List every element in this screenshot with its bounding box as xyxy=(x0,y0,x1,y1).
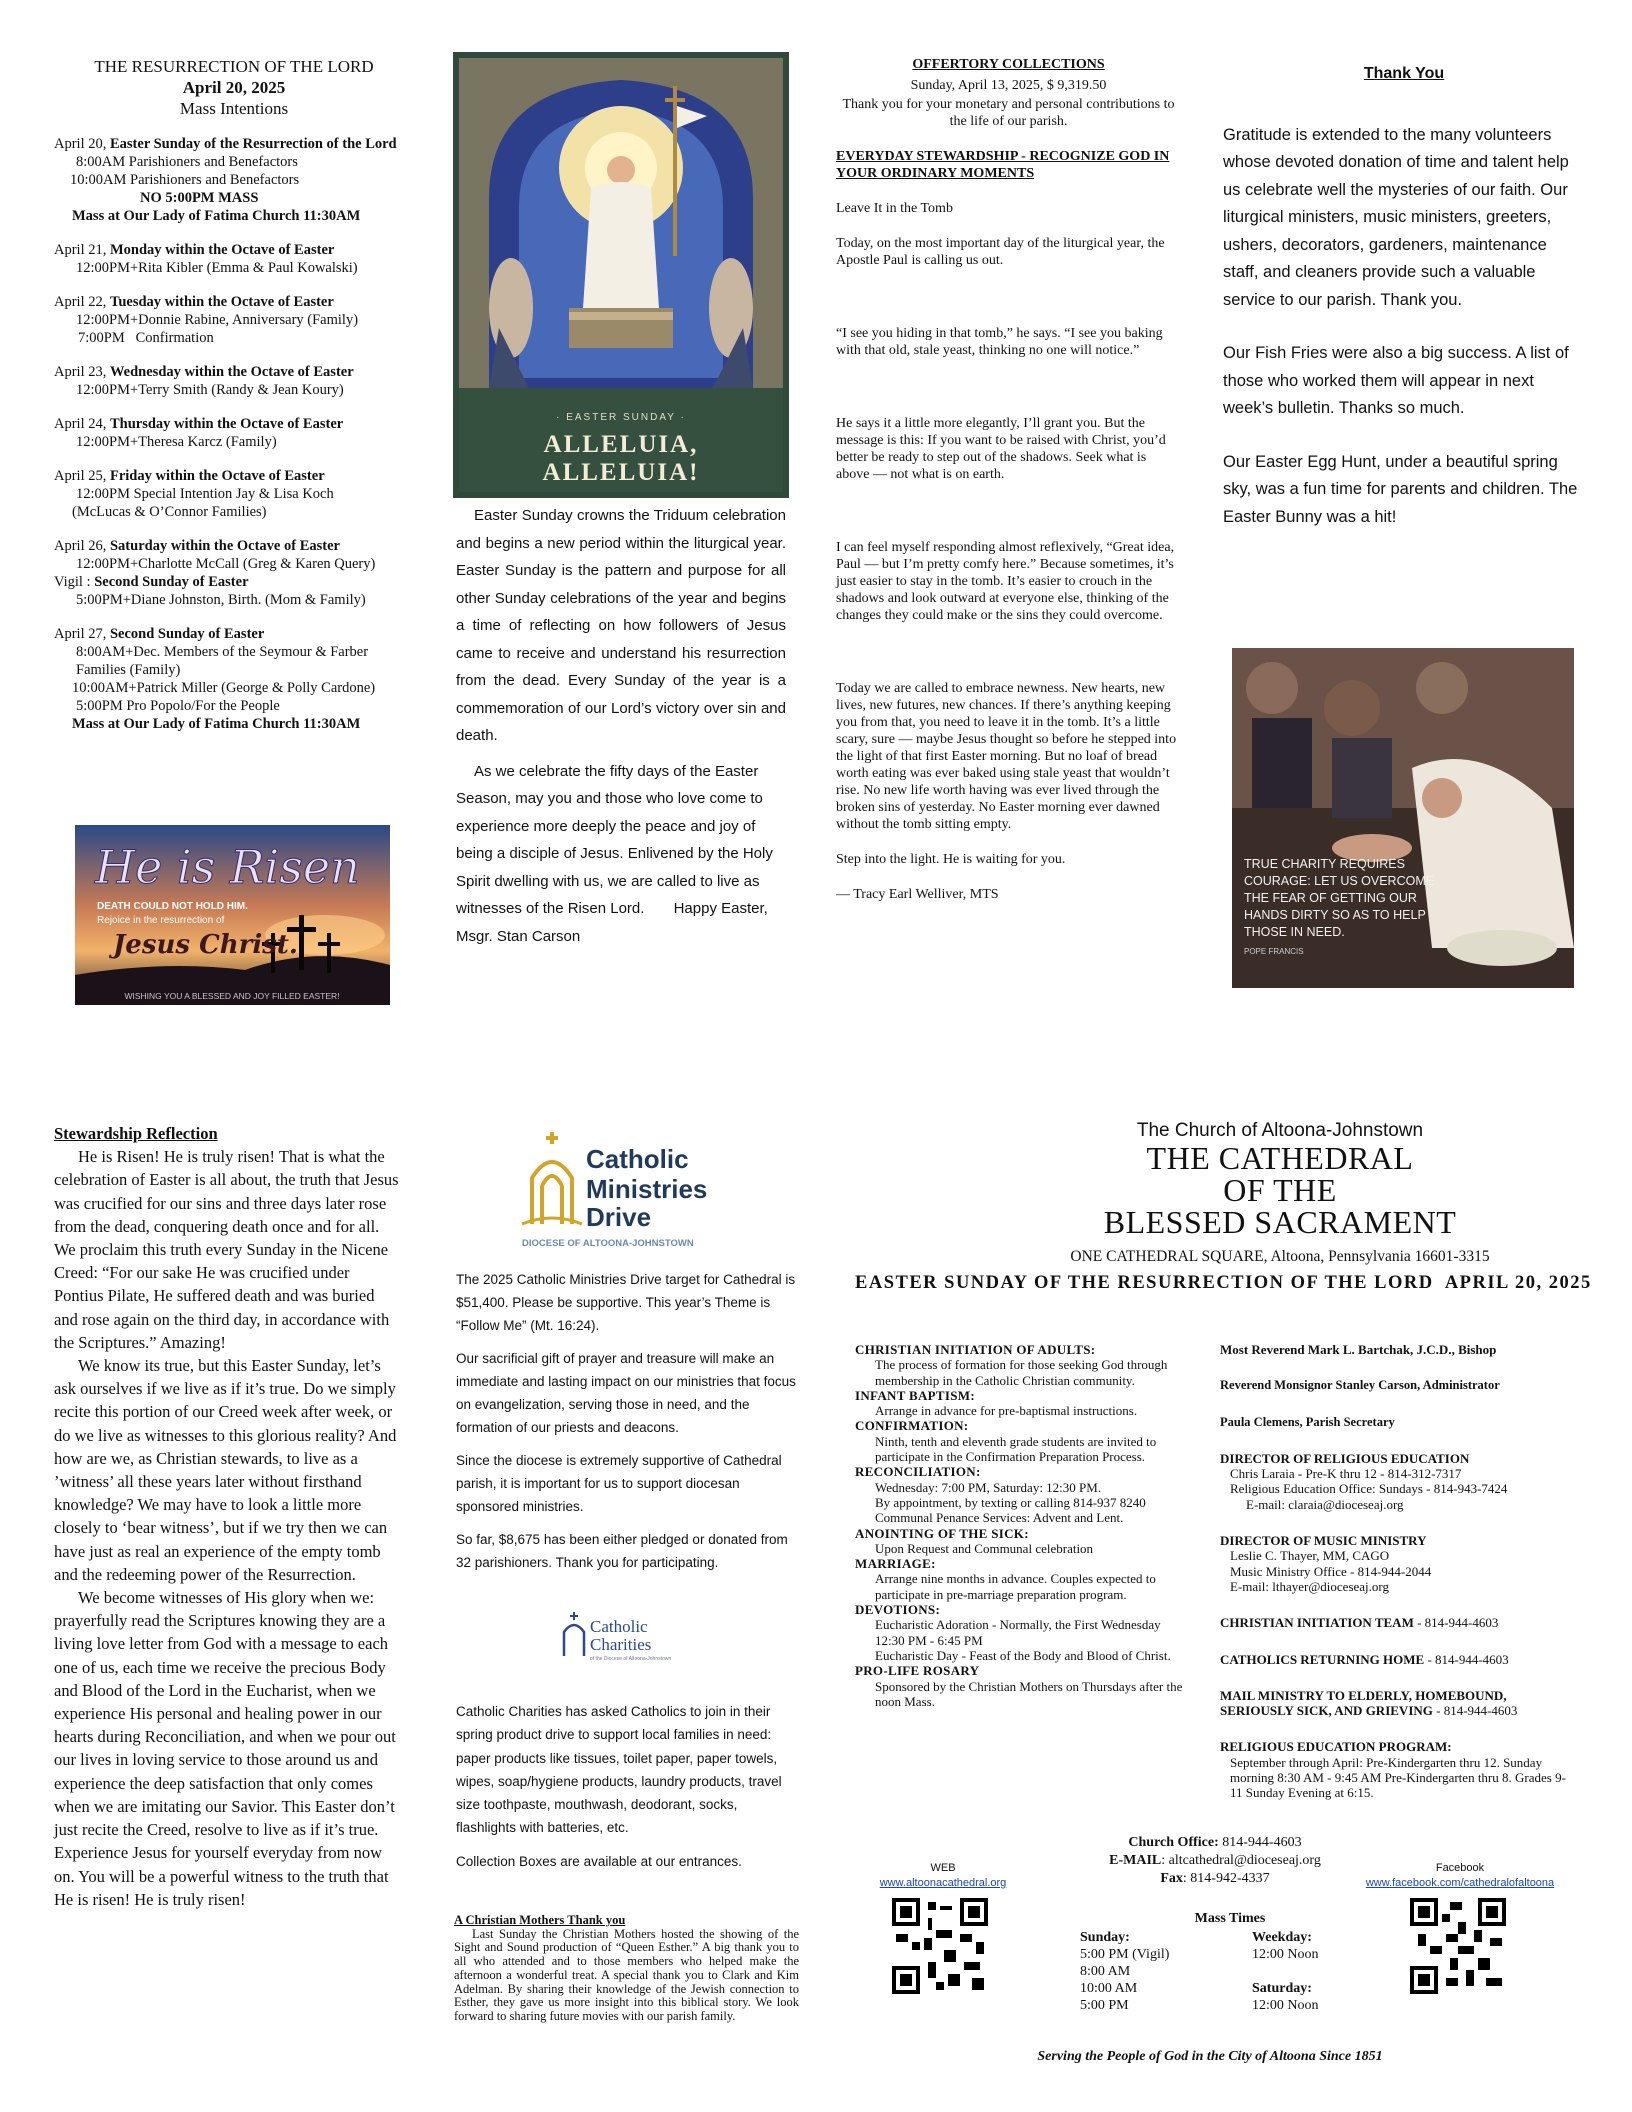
cmd-paragraph: Our sacrificial gift of prayer and treasure will make an immediate and lasting impact on our ministries that focus on evangelization, serving those in need, and the formation of our priests and deacons. xyxy=(456,1351,796,1435)
diocese-name: The Church of Altoona-Johnstown xyxy=(1136,1120,1424,1141)
art-line2: ALLELUIA! xyxy=(542,459,700,486)
easter-message xyxy=(456,502,786,958)
offertory-thanks: Thank you for your monetary and personal contributions to the life of our parish. xyxy=(842,97,1175,129)
stewardship-author: — Tracy Earl Welliver, MTS xyxy=(836,887,999,902)
intentions-title: THE RESURRECTION OF THE LORD xyxy=(94,57,374,76)
contact-info: Church Office: 814-944-4603 E-MAIL: altcathedral@dioceseaj.org Fax: 814-942-4337 xyxy=(1109,1835,1321,1886)
stewardship-paragraph: He says it a little more elegantly, I’ll grant you. But the message is this: If you want to be raised with Christ, you’d better be ready to step out of the shadows. Seek what is above — not what is on earth. xyxy=(836,416,1166,482)
web-label: WEB xyxy=(930,1862,956,1874)
facebook-label: Facebook xyxy=(1435,1862,1485,1874)
catholic-charities-logo xyxy=(556,1610,686,1666)
he-is-risen-card xyxy=(75,825,390,1005)
cc-logo-sub: of the Diocese of Altoona-Johnstown xyxy=(590,1656,672,1662)
website-link[interactable]: www.altoonacathedral.org xyxy=(879,1877,1007,1889)
intention-day: April 20, Easter Sunday of the Resurrection of the Lord 8:00AM Parishioners and Benefactors 10:00AM Parishioners and Benefactors NO 5:00PM MASS Mass at Our Lady of Fatima Church 11:30AM xyxy=(54,136,397,224)
facebook-qr-code[interactable] xyxy=(1410,1898,1506,1994)
stewardship-reflection xyxy=(54,1122,399,1911)
parish-address: ONE CATHEDRAL SQUARE, Altoona, Pennsylvania 16601-3315 xyxy=(1070,1248,1490,1265)
cmd-logo-sub: DIOCESE OF ALTOONA-JOHNSTOWN xyxy=(522,1238,694,1249)
intentions-subtitle: Mass Intentions xyxy=(179,99,289,118)
stewardship-subtitle: Leave It in the Tomb xyxy=(836,201,953,216)
risen-footer: WISHING YOU A BLESSED AND JOY FILLED EASTER! xyxy=(124,991,340,1001)
thank-you-paragraph: Our Easter Egg Hunt, under a beautiful spring sky, was a fun time for parents and children. The Easter Bunny was a hit! xyxy=(1223,452,1578,526)
thank-you-section xyxy=(1223,60,1585,557)
administrator: Reverend Monsignor Stanley Carson, Administrator xyxy=(1220,1378,1500,1393)
christian-mothers-thanks xyxy=(454,1914,799,2024)
thank-you-paragraph: Our Fish Fries were also a big success. A list of those who worked them will appear in next week’s bulletin. Thanks so much. xyxy=(1223,344,1569,417)
cmd-logo-line1: Catholic xyxy=(586,1144,689,1174)
cmd-paragraph: So far, $8,675 has been either pledged or donated from 32 parishioners. Thank you for participating. xyxy=(456,1532,788,1570)
foot-washing-image xyxy=(1232,648,1574,988)
risen-line1: DEATH COULD NOT HOLD HIM. xyxy=(97,901,248,912)
easter-paragraph: Easter Sunday crowns the Triduum celebration and begins a new period within the liturgical year. Easter Sunday is the pattern and purpose for all other Sunday celebrations of the year and begins a time of reflecting on how followers of Jesus came to receive and understand his resurrection from the dead. Every Sunday of the year is a commemoration of our Lord’s victory over sin and death. xyxy=(456,507,786,744)
offertory-section xyxy=(836,56,1181,903)
feast-title: EASTER SUNDAY OF THE RESURRECTION OF THE LORD APRIL 20, 2025 xyxy=(855,1273,1592,1293)
intention-day: April 25, Friday within the Octave of Easter 12:00PM Special Intention Jay & Lisa Koch (McLucas & O’Connor Families) xyxy=(54,468,334,520)
secretary: Paula Clemens, Parish Secretary xyxy=(1220,1414,1395,1429)
stewardship-paragraph: Step into the light. He is waiting for you. xyxy=(836,852,1066,867)
mass-times xyxy=(1080,1910,1380,2014)
reflection-paragraph: We become witnesses of His glory when we: prayerfully read the Scriptures knowing they are a living love letter from God with a message to each one of us, each time we receive the precious Body and Blood of the Lord in the Eucharist, when we experience His personal and healing power in our hearts during Reconciliation, and when we pour out our lives in loving service to those around us and experience the deep satisfaction that only comes when we are imitating our Savior. This Easter don’t just recite the Creed, resolve to live as if it’s true. Experience Jesus for yourself everyday from now on. You will be a powerful witness to the truth that He is risen! He is truly risen! xyxy=(54,1588,396,1909)
risen-christ-illustration xyxy=(459,58,783,492)
stewardship-paragraph: Today, on the most important day of the liturgical year, the Apostle Paul is calling us out. xyxy=(836,236,1165,268)
reflection-paragraph: He is Risen! He is truly risen! That is what the celebration of Easter is all about, the truth that Jesus was crucified for our sins and three days later rose from the dead, conquering death once and for all. We proclaim this truth every Sunday in the Nicene Creed: “For our sake He was crucified under Pontius Pilate, He suffered death and was buried and rose again on the third day, in accordance with the Scriptures.” Amazing! xyxy=(54,1147,399,1352)
intention-day: April 24, Thursday within the Octave of Easter 12:00PM+Theresa Karcz (Family) xyxy=(54,416,344,450)
everyday-stewardship-title: EVERYDAY STEWARDSHIP - RECOGNIZE GOD IN YOUR ORDINARY MOMENTS xyxy=(836,149,1170,181)
cc-logo-line1: Catholic xyxy=(590,1617,648,1636)
cathedral-name-line2: OF THE xyxy=(1223,1172,1337,1208)
ministries-drive-text xyxy=(456,1268,796,1584)
reflection-paragraph: We know its true, but this Easter Sunday, let’s ask ourselves if we live as if it’s true. Do we simply recite this portion of our Creed week after week, or do we live as witnesses to this glorious reality? And how are we, as Christian stewards, to live as a ’witness’ all these years later without firsthand knowledge? We may have to look a little more closely to ‘bear witness’, but if we try then we can have just as real an experience of the empty tomb and the redeeming power of the Resurrection. xyxy=(54,1356,397,1584)
cathedral-name-line3: BLESSED SACRAMENT xyxy=(1103,1204,1457,1240)
email-link[interactable]: : altcathedral@dioceseaj.org xyxy=(1161,1853,1321,1868)
cmd-logo-line2: Ministries xyxy=(586,1174,708,1204)
mass-intentions xyxy=(54,56,414,733)
intentions-date: April 20, 2025 xyxy=(182,78,286,97)
parish-motto: Serving the People of God in the City of Altoona Since 1851 xyxy=(1037,2049,1383,2064)
cc-paragraph: Collection Boxes are available at our entrances. xyxy=(456,1853,742,1869)
stewardship-paragraph: “I see you hiding in that tomb,” he says. “I see you baking with that old, stale yeast, thinking no one will notice.” xyxy=(836,326,1163,358)
stewardship-paragraph: I can feel myself responding almost reflexively, “Great idea, Paul — but I’m pretty comfy here.” Because sometimes, it’s just easier to stay in the tomb. It’s easier to crouch in the shadows and look outward at everyone else, thinking of the changes they could make or the sins they could overcome. xyxy=(836,540,1175,623)
cmd-paragraph: Since the diocese is extremely supportive of Cathedral parish, it is important for us to support diocesan sponsored ministries. xyxy=(456,1453,782,1514)
art-label: · EASTER SUNDAY · xyxy=(556,412,686,423)
stewardship-reflection-title: Stewardship Reflection xyxy=(54,1124,218,1143)
intention-day: April 21, Monday within the Octave of Easter 12:00PM+Rita Kibler (Emma & Paul Kowalski) xyxy=(54,242,358,276)
cc-paragraph: Catholic Charities has asked Catholics to join in their spring product drive to support local families in need: paper products like tissues, toilet paper, paper towels, wipes, soap/hygiene products, laundry products, travel size toothpaste, mouthwash, deodorant, socks, flashlights with batteries, etc. xyxy=(456,1704,782,1836)
stewardship-paragraph: Today we are called to embrace newness. New hearts, new lives, new futures, new chances. If there’s anything keeping you from that, you need to leave it in the tomb. It’s a little scary, sure — maybe Jesus thought so before he stepped into the light of that first Easter morning. But no loaf of bread worth eating was ever baked using stale yeast that wouldn’t rise. No new life worth having was ever lived through the broken sins of yesterday. No Easter morning ever dawned without the tomb sitting empty. xyxy=(836,681,1177,832)
facebook-link[interactable]: www.facebook.com/cathedralofaltoona xyxy=(1365,1877,1555,1889)
cmd-paragraph: The 2025 Catholic Ministries Drive target for Cathedral is $51,400. Please be supportive. This year’s Theme is “Follow Me” (Mt. 16:24). xyxy=(456,1272,796,1333)
cathedral-name-line1: THE CATHEDRAL xyxy=(1146,1140,1414,1176)
cmd-logo-line3: Drive xyxy=(586,1202,652,1232)
mass-times-title: Mass Times xyxy=(1194,1911,1266,1926)
photo-quote-text: TRUE CHARITY REQUIRES COURAGE: LET US OVERCOME THE FEAR OF GETTING OUR HANDS DIRTY SO AS TO HELP THOSE IN NEED. xyxy=(1244,857,1435,939)
catholic-charities-text xyxy=(456,1700,796,1883)
pope-francis-photo xyxy=(1232,648,1574,988)
intention-day: April 27, Second Sunday of Easter 8:00AM+Dec. Members of the Seymour & Farber Families (Family) 10:00AM+Patrick Miller (George & Polly Cardone) 5:00PM Pro Popolo/For the People Mass at Our Lady of Fatima Church 11:30AM xyxy=(54,626,376,732)
risen-line2: Rejoice in the resurrection of xyxy=(97,915,225,926)
thank-you-title: Thank You xyxy=(1363,65,1445,82)
offertory-title: OFFERTORY COLLECTIONS xyxy=(912,57,1105,72)
bishop: Most Reverend Mark L. Bartchak, J.C.D., Bishop xyxy=(1220,1342,1497,1357)
parish-staff: Most Reverend Mark L. Bartchak, J.C.D., Bishop Reverend Monsignor Stanley Carson, Administrator Paula Clemens, Parish Secretary DIRECTOR OF RELIGIOUS EDUCATION Chris Laraia - Pre-K thru 12 - 814-312-7317 Religious Education Office: Sundays - 814-943-7424 E-mail: claraia@dioceseaj.org DIRECTOR OF MUSIC MINISTRY Leslie C. Thayer, MM, CAGO Music Ministry Office - 814-944-2044 E-mail: lthayer@dioceseaj.org CHRISTIAN INITIATION TEAM - 814-944-4603 CATHOLICS RETURNING HOME - 814-944-4603 MAIL MINISTRY TO ELDERLY, HOMEBOUND, SERIOUSLY SICK, AND GRIEVING - 814-944-4603 RELIGIOUS EDUCATION PROGRAM: September through April: Pre-Kindergarten thru 12. Sunday morning 8:30 AM - 9:45 AM Pre-Kindergarten thru 8. Grades 9-11 Sunday Evening at 6:15. xyxy=(1220,1342,1575,1801)
sunset-crosses-image xyxy=(75,825,390,1005)
intention-day: April 26, Saturday within the Octave of Easter 12:00PM+Charlotte McCall (Greg & Karen Query) Vigil : Second Sunday of Easter 5:00PM+Diane Johnston, Birth. (Mom & Family) xyxy=(54,538,376,608)
website-qr-code[interactable] xyxy=(892,1898,988,1994)
photo-quote-author: POPE FRANCIS xyxy=(1244,947,1304,956)
sacraments-info: CHRISTIAN INITIATION OF ADULTS: The process of formation for those seeking God through membership in the Catholic Christian community. INFANT BAPTISM: Arrange in advance for pre-baptismal instructions. CONFIRMATION: Ninth, tenth and eleventh grade students are invited to participate in the Confirmation Preparation Process. RECONCILIATION: Wednesday: 7:00 PM, Saturday: 12:30 PM. By appointment, by texting or calling 814-937 8240 Communal Penance Services: Advent and Lent. ANOINTING OF THE SICK: Upon Request and Communal celebration MARRIAGE: Arrange nine months in advance. Couples expected to participate in pre-marriage preparation program. DEVOTIONS: Eucharistic Adoration - Normally, the First Wednesday 12:30 PM - 6:45 PM Eucharistic Day - Feast of the Body and Blood of Christ. PRO-LIFE ROSARY Sponsored by the Christian Mothers on Thursdays after the noon Mass. xyxy=(855,1342,1183,1709)
art-line1: ALLELUIA, xyxy=(543,431,699,458)
intention-day: April 22, Tuesday within the Octave of Easter 12:00PM+Donnie Rabine, Anniversary (Family) 7:00PM Confirmation xyxy=(54,294,359,346)
easter-paragraph: As we celebrate the fifty days of the Easter Season, may you and those who love come to experience more deeply the peace and joy of being a disciple of Jesus. Enlivened by the Holy Spirit dwelling with us, we are called to live as witnesses of the Risen Lord. Happy Easter, Msgr. Stan Carson xyxy=(456,762,778,945)
risen-name: Jesus Christ. xyxy=(113,930,298,960)
cm-thanks-body: Last Sunday the Christian Mothers hosted the showing of the Sight and Sound production of “Queen Esther.” A big thank you to all who attended and to those members who helped make the afternoon a wonderful treat. A special thank you to Clark and Kim Adelman. By sharing their knowledge of the Jewish connection to Esther, they gave us more insight into this biblical story. We look forward to sharing future movies with our parish family. xyxy=(454,1926,799,2023)
catholic-ministries-drive-logo xyxy=(520,1128,730,1258)
risen-title: He is Risen xyxy=(95,840,360,894)
offertory-amount: Sunday, April 13, 2025, $ 9,319.50 xyxy=(910,78,1107,93)
easter-sunday-artwork xyxy=(453,52,789,498)
parish-masthead xyxy=(1000,1120,1560,1266)
cc-logo-line2: Charities xyxy=(590,1635,652,1654)
cm-thanks-title: A Christian Mothers Thank you xyxy=(454,1913,626,1927)
thank-you-paragraph: Gratitude is extended to the many volunteers whose devoted donation of time and talent help us celebrate well the mysteries of our faith. Our liturgical ministers, music ministers, greeters, ushers, decorators, gardeners, maintenance staff, and cleaners provide such a valuable service to our parish. Thank you. xyxy=(1223,125,1569,309)
mass-times-table: Sunday: Weekday: 5:00 PM (Vigil) 12:00 Noon 8:00 AM 10:00 AM Saturday: 5:00 PM 12:00 Noon xyxy=(1080,1930,1319,2013)
intention-day: April 23, Wednesday within the Octave of Easter 12:00PM+Terry Smith (Randy & Jean Koury) xyxy=(54,364,354,398)
